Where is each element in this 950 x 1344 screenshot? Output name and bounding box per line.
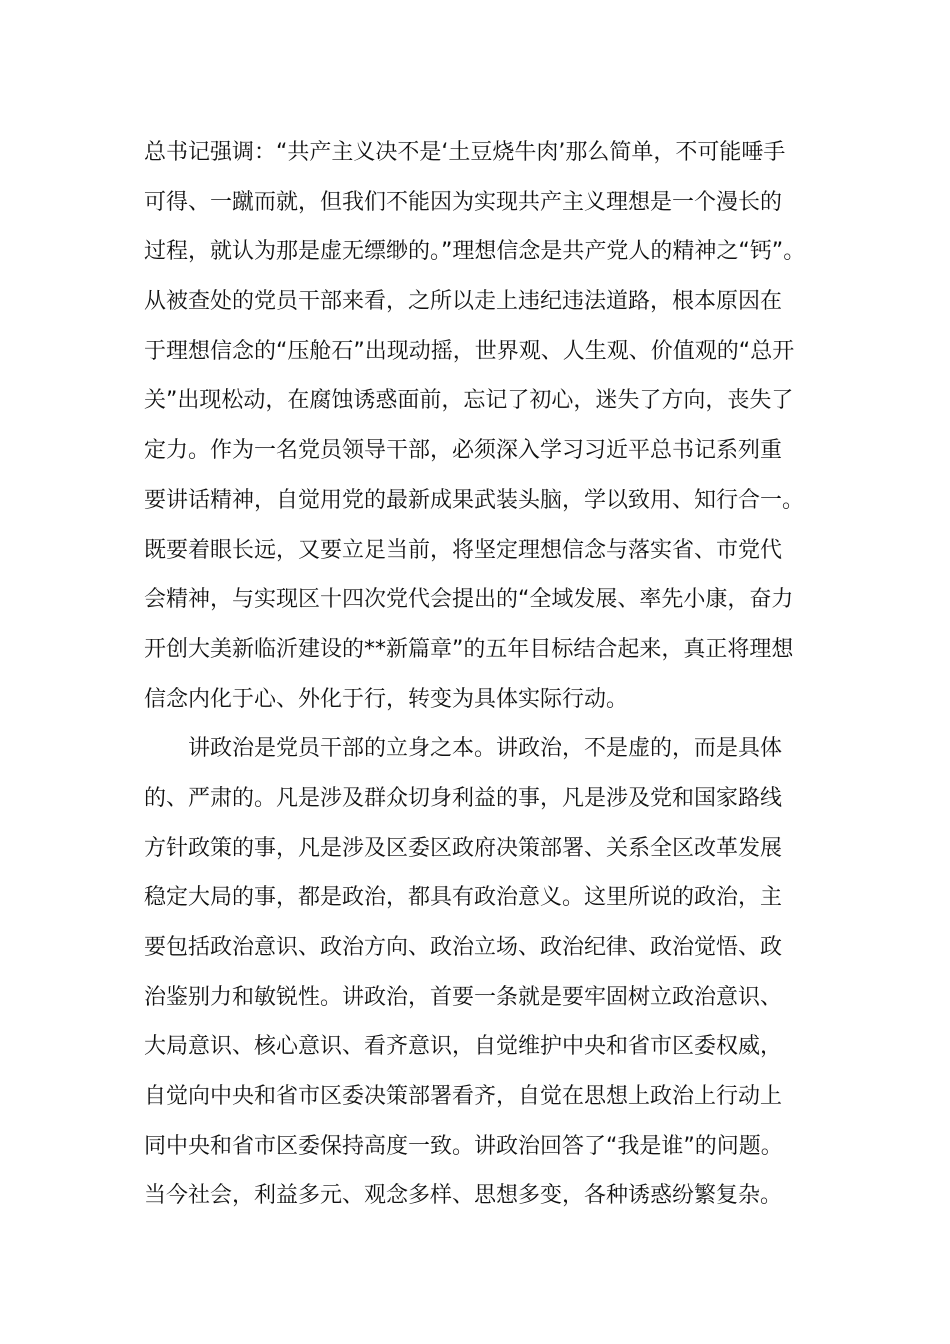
text-line: 关”出现松动，在腐蚀诱惑面前，忘记了初心，迷失了方向，丧失了 bbox=[144, 388, 794, 414]
text-line: 过程，就认为那是虚无缥缈的。”理想信念是共产党人的精神之“钙”。 bbox=[144, 239, 806, 265]
text-line: 会精神，与实现区十四次党代会提出的“全域发展、率先小康，奋力 bbox=[144, 587, 794, 613]
text-line: 要讲话精神，自觉用党的最新成果武装头脑，学以致用、知行合一。 bbox=[144, 487, 805, 513]
text-line: 治鉴别力和敏锐性。讲政治，首要一条就是要牢固树立政治意识、 bbox=[144, 984, 783, 1010]
text-line: 于理想信念的“压舱石”出现动摇，世界观、人生观、价值观的“总开 bbox=[144, 338, 795, 364]
text-line: 要包括政治意识、政治方向、政治立场、政治纪律、政治觉悟、政 bbox=[144, 935, 783, 960]
text-line: 既要着眼长远，又要立足当前，将坚定理想信念与落实省、市党代 bbox=[144, 537, 783, 563]
text-line: 当今社会，利益多元、观念多样、思想多变，各种诱惑纷繁复杂。 bbox=[144, 1183, 783, 1209]
paragraph-1 bbox=[144, 128, 824, 724]
text-line: 可得、一蹴而就，但我们不能因为实现共产主义理想是一个漫长的 bbox=[144, 189, 783, 215]
text-line: 自觉向中央和省市区委决策部署看齐，自觉在思想上政治上行动上 bbox=[144, 1084, 783, 1110]
text-line: 总书记强调：“共产主义决不是‘土豆烧牛肉’那么简单，不可能唾手 bbox=[144, 140, 786, 165]
text-line: 稳定大局的事，都是政治，都具有政治意义。这里所说的政治，主 bbox=[144, 885, 783, 911]
document-body bbox=[144, 128, 824, 1221]
text-line: 从被查处的党员干部来看，之所以走上违纪违法道路，根本原因在 bbox=[144, 289, 783, 315]
text-line: 定力。作为一名党员领导干部，必须深入学习习近平总书记系列重 bbox=[144, 438, 783, 464]
text-line: 方针政策的事，凡是涉及区委区政府决策部署、关系全区改革发展 bbox=[144, 835, 783, 861]
text-line: 开创大美新临沂建设的**新篇章”的五年目标结合起来，真正将理想 bbox=[144, 636, 794, 662]
text-line: 的、严肃的。凡是涉及群众切身利益的事，凡是涉及党和国家路线 bbox=[144, 785, 783, 811]
text-line: 同中央和省市区委保持高度一致。讲政治回答了“我是谁”的问题。 bbox=[144, 1133, 783, 1159]
paragraph-2 bbox=[144, 724, 824, 1221]
text-line: 大局意识、核心意识、看齐意识，自觉维护中央和省市区委权威， bbox=[144, 1034, 783, 1060]
text-line: 信念内化于心、外化于行，转变为具体实际行动。 bbox=[144, 686, 629, 712]
text-line: 讲政治是党员干部的立身之本。讲政治，不是虚的，而是具体 bbox=[188, 736, 783, 762]
